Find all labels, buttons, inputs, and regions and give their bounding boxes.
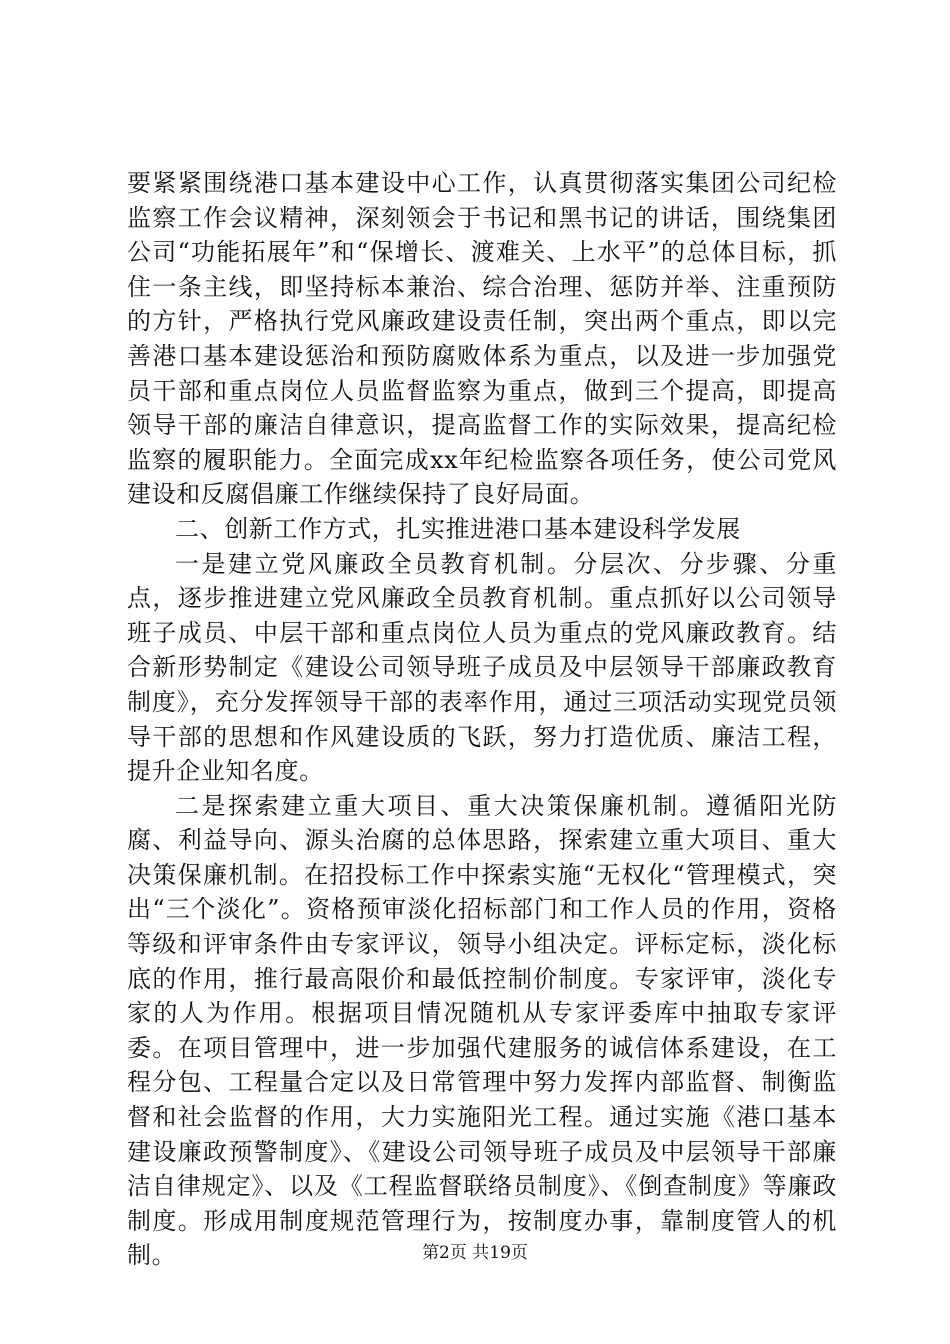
page-footer: 第2页 共19页: [422, 1243, 528, 1263]
body-paragraph-decision: 二是探索建立重大项目、重大决策保廉机制。遵循阳光防腐、利益导向、源头治腐的总体思路，探索建立重大项目、重大决策保廉机制。在招投标工作中探索实施“无权化“管理模式，突出“三个淡化”。资格预审淡化招标部门和工作人员的作用，资格等级和评审条件由专家评议，领导小组决定。评标定标，淡化标底的作用，推行最高限价和最低控制价制度。专家评审，淡化专家的人为作用。根据项目情况随机从专家评委库中抽取专家评委。在项目管理中，进一步加强代建服务的诚信体系建设，在工程分包、工程量合定以及日常管理中努力发挥内部监督、制衡监督和社会监督的作用，大力实施阳光工程。通过实施《港口基本建设廉政预警制度》、《建设公司领导班子成员及中层领导干部廉洁自律规定》、以及《工程监督联络员制度》、《倒查制度》等廉政制度。形成用制度规范管理行为，按制度办事，靠制度管人的机制。: [127, 791, 837, 1270]
body-paragraph-continuation: 要紧紧围绕港口基本建设中心工作，认真贯彻落实集团公司纪检监察工作会议精神，深刻领会于书记和黑书记的讲话，围绕集团公司“功能拓展年”和“保增长、渡难关、上水平”的总体目标，抓住一条主线，即坚持标本兼治、综合治理、惩防并举、注重预防的方针，严格执行党风廉政建设责任制，突出两个重点，即以完善港口基本建设惩治和预防腐败体系为重点，以及进一步加强党员干部和重点岗位人员监督监察为重点，做到三个提高，即提高领导干部的廉洁自律意识，提高监督工作的实际效果，提高纪检监察的履职能力。全面完成xx年纪检监察各项任务，使公司党风建设和反腐倡廉工作继续保持了良好局面。: [127, 169, 837, 509]
section-heading: 二、创新工作方式，扎实推进港口基本建设科学发展: [175, 514, 741, 543]
document-body: [127, 166, 837, 1273]
body-paragraph-education: 一是建立党风廉政全员教育机制。分层次、分步骤、分重点，逐步推进建立党风廉政全员教育机制。重点抓好以公司领导班子成员、中层干部和重点岗位人员为重点的党风廉政教育。结合新形势制定《建设公司领导班子成员及中层领导干部廉政教育制度》，充分发挥领导干部的表率作用，通过三项活动实现党员领导干部的思想和作风建设质的飞跃，努力打造优质、廉洁工程，提升企业知名度。: [127, 549, 837, 786]
